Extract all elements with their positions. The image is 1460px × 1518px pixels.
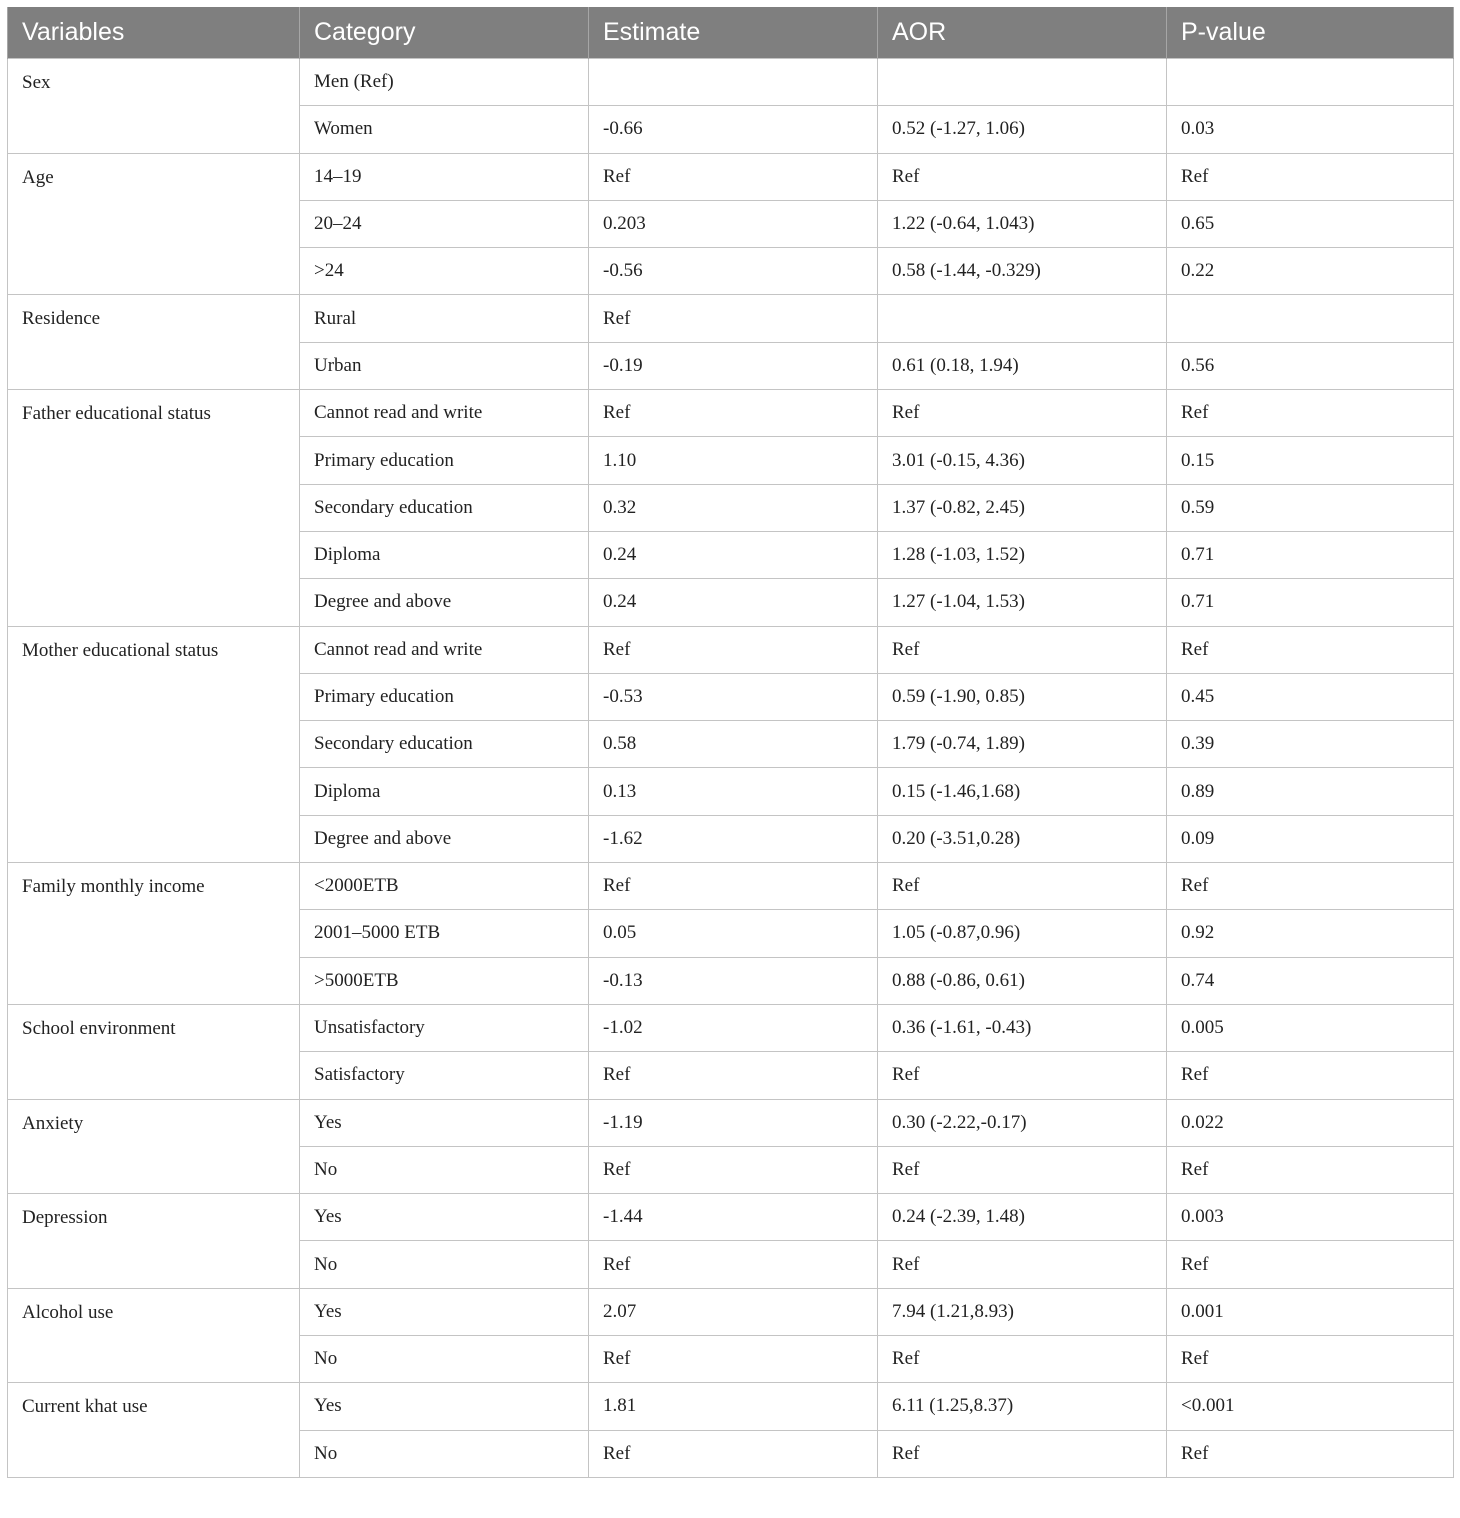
- category-cell: Men (Ref): [300, 59, 589, 106]
- table-row: [8, 1004, 1454, 1051]
- table-row: [8, 153, 1454, 200]
- p-value-cell: [1167, 59, 1454, 106]
- p-value-cell: Ref: [1167, 1430, 1454, 1477]
- category-cell: Women: [300, 106, 589, 153]
- p-value-cell: 0.74: [1167, 957, 1454, 1004]
- variable-cell: Age: [8, 153, 300, 295]
- estimate-cell: Ref: [589, 1336, 878, 1383]
- aor-cell: 0.61 (0.18, 1.94): [878, 342, 1167, 389]
- estimate-cell: 0.24: [589, 579, 878, 626]
- p-value-cell: 0.001: [1167, 1288, 1454, 1335]
- category-cell: Unsatisfactory: [300, 1004, 589, 1051]
- category-cell: 2001–5000 ETB: [300, 910, 589, 957]
- aor-cell: Ref: [878, 626, 1167, 673]
- p-value-cell: 0.71: [1167, 531, 1454, 578]
- category-cell: 14–19: [300, 153, 589, 200]
- category-cell: >5000ETB: [300, 957, 589, 1004]
- variable-cell: Sex: [8, 59, 300, 154]
- table-row: [8, 295, 1454, 342]
- estimate-cell: Ref: [589, 1146, 878, 1193]
- category-cell: Secondary education: [300, 484, 589, 531]
- p-value-cell: Ref: [1167, 626, 1454, 673]
- estimate-cell: 0.13: [589, 768, 878, 815]
- aor-cell: Ref: [878, 1052, 1167, 1099]
- aor-cell: [878, 59, 1167, 106]
- estimate-cell: Ref: [589, 863, 878, 910]
- p-value-cell: 0.22: [1167, 248, 1454, 295]
- p-value-cell: 0.45: [1167, 673, 1454, 720]
- aor-cell: Ref: [878, 863, 1167, 910]
- estimate-cell: 0.32: [589, 484, 878, 531]
- aor-cell: 1.37 (-0.82, 2.45): [878, 484, 1167, 531]
- p-value-cell: 0.09: [1167, 815, 1454, 862]
- table-row: [8, 59, 1454, 106]
- category-cell: Diploma: [300, 768, 589, 815]
- category-cell: Secondary education: [300, 721, 589, 768]
- header-aor: AOR: [878, 7, 1167, 59]
- category-cell: No: [300, 1336, 589, 1383]
- p-value-cell: Ref: [1167, 1241, 1454, 1288]
- category-cell: <2000ETB: [300, 863, 589, 910]
- p-value-cell: 0.56: [1167, 342, 1454, 389]
- estimate-cell: 1.10: [589, 437, 878, 484]
- p-value-cell: <0.001: [1167, 1383, 1454, 1430]
- p-value-cell: 0.59: [1167, 484, 1454, 531]
- aor-cell: [878, 295, 1167, 342]
- header-variables: Variables: [8, 7, 300, 59]
- category-cell: Yes: [300, 1099, 589, 1146]
- estimate-cell: -1.62: [589, 815, 878, 862]
- table-row: [8, 1288, 1454, 1335]
- table-row: [8, 1194, 1454, 1241]
- category-cell: Cannot read and write: [300, 390, 589, 437]
- category-cell: >24: [300, 248, 589, 295]
- p-value-cell: 0.71: [1167, 579, 1454, 626]
- p-value-cell: 0.003: [1167, 1194, 1454, 1241]
- variable-cell: Mother educational status: [8, 626, 300, 862]
- table-row: [8, 626, 1454, 673]
- category-cell: Primary education: [300, 437, 589, 484]
- regression-table: [7, 7, 1454, 1478]
- p-value-cell: 0.022: [1167, 1099, 1454, 1146]
- p-value-cell: Ref: [1167, 390, 1454, 437]
- aor-cell: 0.59 (-1.90, 0.85): [878, 673, 1167, 720]
- estimate-cell: -0.56: [589, 248, 878, 295]
- aor-cell: 0.36 (-1.61, -0.43): [878, 1004, 1167, 1051]
- category-cell: Rural: [300, 295, 589, 342]
- estimate-cell: 0.203: [589, 200, 878, 247]
- estimate-cell: -0.13: [589, 957, 878, 1004]
- category-cell: Satisfactory: [300, 1052, 589, 1099]
- p-value-cell: 0.65: [1167, 200, 1454, 247]
- p-value-cell: 0.005: [1167, 1004, 1454, 1051]
- category-cell: Diploma: [300, 531, 589, 578]
- variable-cell: Current khat use: [8, 1383, 300, 1478]
- aor-cell: Ref: [878, 1146, 1167, 1193]
- aor-cell: 1.79 (-0.74, 1.89): [878, 721, 1167, 768]
- aor-cell: Ref: [878, 1241, 1167, 1288]
- p-value-cell: [1167, 295, 1454, 342]
- aor-cell: Ref: [878, 390, 1167, 437]
- estimate-cell: 2.07: [589, 1288, 878, 1335]
- header-category: Category: [300, 7, 589, 59]
- aor-cell: 6.11 (1.25,8.37): [878, 1383, 1167, 1430]
- estimate-cell: Ref: [589, 1052, 878, 1099]
- aor-cell: Ref: [878, 1430, 1167, 1477]
- estimate-cell: -1.02: [589, 1004, 878, 1051]
- variable-cell: Anxiety: [8, 1099, 300, 1194]
- aor-cell: 0.24 (-2.39, 1.48): [878, 1194, 1167, 1241]
- header-row: [8, 7, 1454, 59]
- estimate-cell: [589, 59, 878, 106]
- p-value-cell: 0.89: [1167, 768, 1454, 815]
- variable-cell: Depression: [8, 1194, 300, 1289]
- estimate-cell: Ref: [589, 295, 878, 342]
- aor-cell: 0.30 (-2.22,-0.17): [878, 1099, 1167, 1146]
- p-value-cell: Ref: [1167, 1336, 1454, 1383]
- aor-cell: 1.27 (-1.04, 1.53): [878, 579, 1167, 626]
- table-row: [8, 863, 1454, 910]
- p-value-cell: Ref: [1167, 863, 1454, 910]
- table-body: [8, 59, 1454, 1478]
- category-cell: Yes: [300, 1383, 589, 1430]
- aor-cell: 0.20 (-3.51,0.28): [878, 815, 1167, 862]
- p-value-cell: 0.03: [1167, 106, 1454, 153]
- variable-cell: Residence: [8, 295, 300, 390]
- header-estimate: Estimate: [589, 7, 878, 59]
- category-cell: No: [300, 1241, 589, 1288]
- aor-cell: 1.05 (-0.87,0.96): [878, 910, 1167, 957]
- p-value-cell: Ref: [1167, 1052, 1454, 1099]
- category-cell: Urban: [300, 342, 589, 389]
- estimate-cell: Ref: [589, 390, 878, 437]
- variable-cell: School environment: [8, 1004, 300, 1099]
- aor-cell: 7.94 (1.21,8.93): [878, 1288, 1167, 1335]
- category-cell: Degree and above: [300, 815, 589, 862]
- p-value-cell: Ref: [1167, 153, 1454, 200]
- header-p-value: P-value: [1167, 7, 1454, 59]
- table-header: [8, 7, 1454, 59]
- estimate-cell: -1.19: [589, 1099, 878, 1146]
- variable-cell: Alcohol use: [8, 1288, 300, 1383]
- aor-cell: Ref: [878, 1336, 1167, 1383]
- table-row: [8, 390, 1454, 437]
- estimate-cell: Ref: [589, 1241, 878, 1288]
- aor-cell: Ref: [878, 153, 1167, 200]
- estimate-cell: 0.05: [589, 910, 878, 957]
- estimate-cell: -0.19: [589, 342, 878, 389]
- category-cell: Cannot read and write: [300, 626, 589, 673]
- aor-cell: 0.88 (-0.86, 0.61): [878, 957, 1167, 1004]
- p-value-cell: 0.15: [1167, 437, 1454, 484]
- variable-cell: Father educational status: [8, 390, 300, 626]
- category-cell: Yes: [300, 1288, 589, 1335]
- estimate-cell: -0.53: [589, 673, 878, 720]
- aor-cell: 0.15 (-1.46,1.68): [878, 768, 1167, 815]
- category-cell: No: [300, 1146, 589, 1193]
- aor-cell: 1.22 (-0.64, 1.043): [878, 200, 1167, 247]
- table-row: [8, 1099, 1454, 1146]
- estimate-cell: 0.58: [589, 721, 878, 768]
- category-cell: 20–24: [300, 200, 589, 247]
- variable-cell: Family monthly income: [8, 863, 300, 1005]
- table-row: [8, 1383, 1454, 1430]
- p-value-cell: 0.39: [1167, 721, 1454, 768]
- estimate-cell: 0.24: [589, 531, 878, 578]
- estimate-cell: -1.44: [589, 1194, 878, 1241]
- estimate-cell: Ref: [589, 1430, 878, 1477]
- aor-cell: 0.58 (-1.44, -0.329): [878, 248, 1167, 295]
- category-cell: No: [300, 1430, 589, 1477]
- aor-cell: 3.01 (-0.15, 4.36): [878, 437, 1167, 484]
- category-cell: Yes: [300, 1194, 589, 1241]
- aor-cell: 1.28 (-1.03, 1.52): [878, 531, 1167, 578]
- aor-cell: 0.52 (-1.27, 1.06): [878, 106, 1167, 153]
- estimate-cell: 1.81: [589, 1383, 878, 1430]
- category-cell: Degree and above: [300, 579, 589, 626]
- p-value-cell: Ref: [1167, 1146, 1454, 1193]
- estimate-cell: Ref: [589, 153, 878, 200]
- estimate-cell: -0.66: [589, 106, 878, 153]
- p-value-cell: 0.92: [1167, 910, 1454, 957]
- regression-table-container: [7, 7, 1453, 1478]
- estimate-cell: Ref: [589, 626, 878, 673]
- category-cell: Primary education: [300, 673, 589, 720]
